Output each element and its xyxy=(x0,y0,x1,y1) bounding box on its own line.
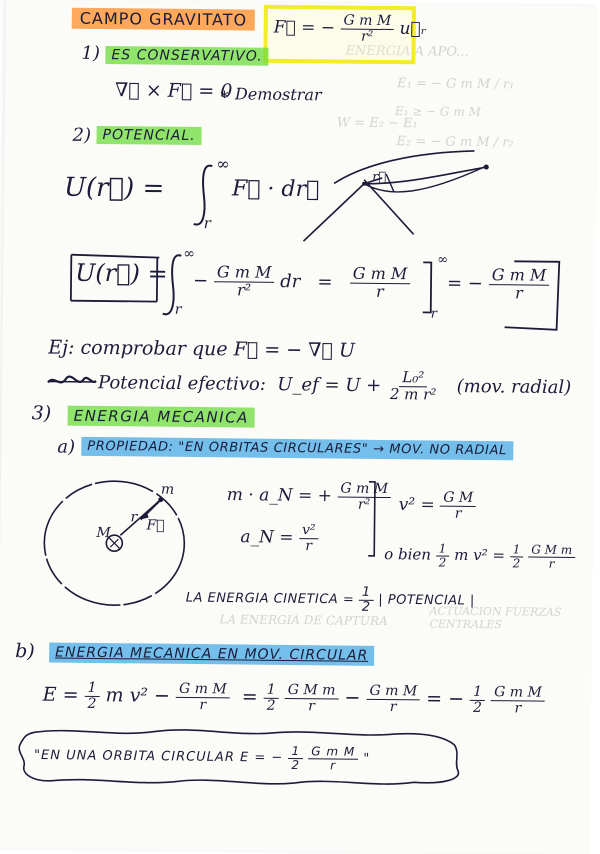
diagram-F: F⃗ xyxy=(146,517,165,534)
ghost-text-6: LA ENERGIA DE CAPTURA xyxy=(219,612,388,629)
orbit-diagram xyxy=(40,476,201,618)
box-result: = − $\frac{\text{G m M}}{r}$ xyxy=(447,267,549,303)
box-lower-limit: r xyxy=(174,301,182,318)
effective-potential: Potencial efectivo: U_ef = U + $\frac{\text{L₀²}}{\text{2 m r²}}$ (mov. radial) xyxy=(97,368,572,404)
scribble xyxy=(46,372,98,391)
section-1-number: 1) xyxy=(81,42,101,64)
curl-equation: ∇⃗ × F⃗ = 0 xyxy=(114,79,233,103)
eval-lower: r xyxy=(430,306,438,322)
section-2-title: POTENCIAL. xyxy=(97,127,202,144)
ghost-text-4: E₂ = − G m M / r₂ xyxy=(396,134,514,151)
diagram-big-M: M xyxy=(96,524,111,542)
system-bracket xyxy=(366,480,381,560)
ghost-text-3: E₁ ≥ − G m M xyxy=(394,104,481,119)
eval-upper: ∞ xyxy=(437,252,449,268)
integrand: F⃗ · dr⃗ xyxy=(231,176,320,203)
exercise-check: Ej: comprobar que F⃗ = − ∇⃗ U xyxy=(48,336,356,362)
section-2-number: 2) xyxy=(72,124,92,146)
subsection-b-number: b) xyxy=(15,640,35,663)
newton-equation: m · a_N = + $\frac{\text{G m M}}{\text{r²}}$ xyxy=(227,480,392,512)
ghost-text-7: ACTUACION FUERZAS CENTRALES xyxy=(429,604,562,632)
section-3-title: ENERGIA MECANICA xyxy=(68,407,255,427)
path-diagram xyxy=(293,143,534,256)
diagram-r-label: r⃗ xyxy=(372,169,387,185)
title-highlight: CAMPO GRAVITATO xyxy=(72,8,256,31)
gravity-force-formula: F⃗ = − $\frac{\text{G m M}}{\text{r²}}$ u⃗ᵣ xyxy=(273,12,427,45)
kinetic-statement: LA ENERGIA CINETICA = $\frac{1}{2}$ | POTENCIAL | xyxy=(185,584,475,615)
diagram-r: r xyxy=(130,509,138,526)
integral-upper-limit: ∞ xyxy=(216,154,230,174)
potential-definition-lhs: U(r⃗) = xyxy=(63,172,165,204)
mechanical-energy-equation: E = $\frac{1}{2}$ m v² − $\frac{\text{G m M}}{r}$ = $\frac{1}{2}$ $\frac{\text{G M m}}{r}$ − $\frac{\text{G m M}}{r}$ = − $\frac{1}{2}$ $\frac{\text{G m M}}{r}$ xyxy=(43,680,545,716)
subsection-a-title: PROPIEDAD: "EN ORBITAS CIRCULARES" → MOV. NO RADIAL xyxy=(81,439,513,459)
normal-accel-equation: a_N = $\frac{\text{v²}}{r}$ xyxy=(240,522,318,553)
section-1-title: ES CONSERVATIVO. xyxy=(105,47,268,65)
boxed-lhs: U(r⃗) = xyxy=(75,258,168,288)
subsection-b-title: ENERGIA MECANICA EN MOV. CIRCULAR xyxy=(49,644,374,663)
integral-lower-limit: r xyxy=(203,214,211,233)
ghost-text-5: W = E₂ − E₁ xyxy=(336,115,418,132)
box-integrand: − $\frac{\text{G m M}}{\text{r²}}$ dr = $\frac{\text{G m M}}{r}$ xyxy=(193,264,411,301)
subsection-a-number: a) xyxy=(57,436,76,458)
ghost-text-2: E₁ = − G m M / r₁ xyxy=(397,76,515,93)
demostrar-note: ∗ Demostrar xyxy=(218,84,322,105)
box-upper-limit: ∞ xyxy=(183,245,196,262)
page-title xyxy=(72,9,256,30)
callout-text: "EN UNA ORBITA CIRCULAR E = − $\frac{1}{2}$ $\frac{\text{G m M}}{r}$ " xyxy=(34,744,371,773)
velocity-equation: v² = $\frac{\text{G M}}{r}$ xyxy=(399,490,477,521)
kinetic-equation: o bien $\frac{1}{2}$ m v² = $\frac{1}{2}$ $\frac{\text{G M m}}{r}$ xyxy=(384,542,575,570)
ghost-text-1: ENERGIA A APO... xyxy=(345,43,469,60)
diagram-small-m: m xyxy=(160,481,175,498)
section-3-number: 3) xyxy=(31,402,52,425)
integral-sign-2 xyxy=(159,252,188,322)
